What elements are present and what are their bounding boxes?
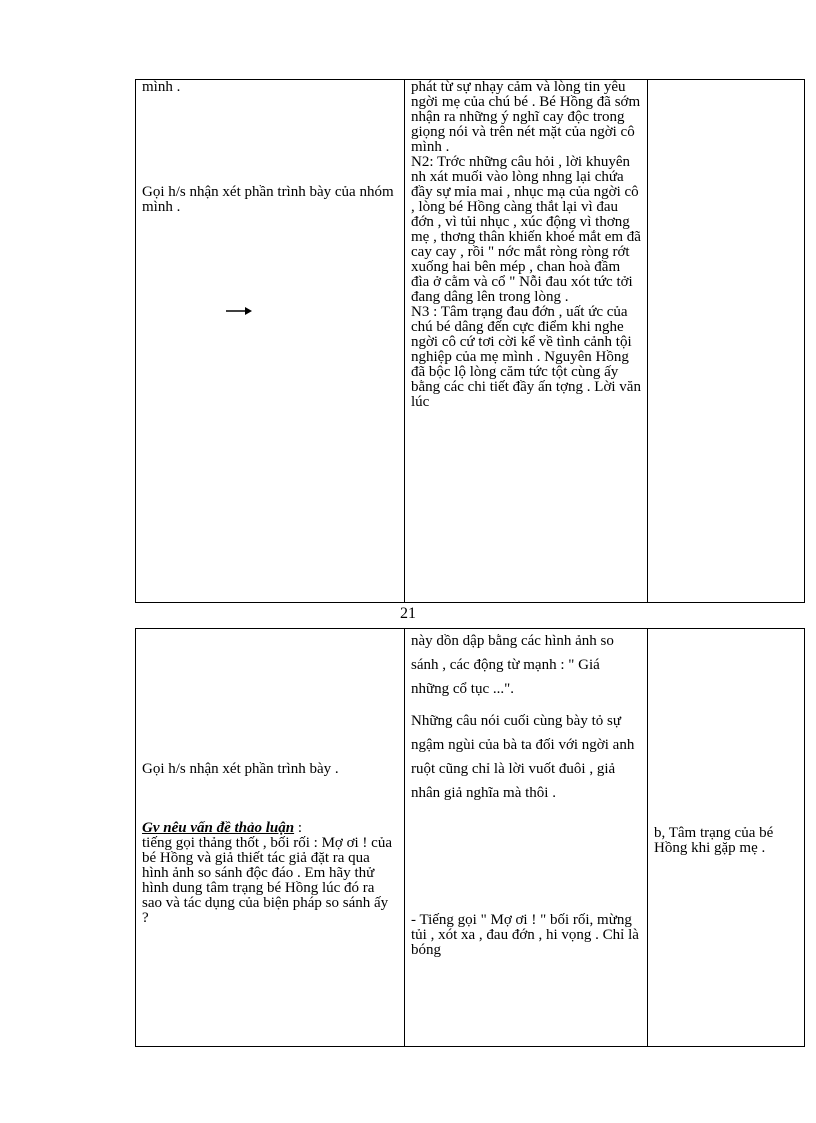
teacher-activity-cell (136, 629, 405, 1047)
left-prompt: Gọi h/s nhận xét phần trình bày . (142, 761, 339, 777)
page-number: 21 (400, 605, 416, 622)
discussion-heading-suffix: : (294, 820, 303, 836)
discussion-question: tiếng gọi thảng thốt , bối rối : Mợ ơi ! của bé Hồng và giả thiết tác giả đặt ra qua hình ảnh so sánh độc đáo . Em hãy thử hình dung tâm trạng bé Hồng lúc đó ra sao và tác dụng của biện pháp so sánh ấy ? (142, 835, 392, 926)
content-cell (405, 629, 648, 1047)
table-row (136, 629, 805, 1047)
discussion-heading-line (142, 821, 398, 836)
content-paragraph-2: Những câu nói cuối cùng bày tỏ sự ngậm ngùi của bà ta đối với ngời anh ruột cũng chỉ là lời vuốt đuôi , giả nhân giả nghĩa mà thôi . (411, 713, 635, 801)
notes-cell (648, 80, 805, 603)
content-cell (405, 80, 648, 603)
left-prompt: Gọi h/s nhận xét phần trình bày của nhóm mình . (142, 184, 394, 215)
discussion-heading: Gv nêu vấn đề thảo luận (142, 820, 295, 836)
table-upper (135, 79, 805, 603)
left-text-continuation: mình . (142, 79, 181, 95)
content-paragraph-n3: N3 : Tâm trạng đau đớn , uất ức của chú bé dâng đến cực điểm khi nghe ngời cô cứ tơi cời kể về tình cảnh tội nghiệp của mẹ mình . Nguyên Hồng đã bộc lộ lòng căm tức tột cùng ấy bằng các chi tiết đầy ấn tợng . Lời văn lúc (411, 304, 641, 410)
content-paragraph-1: này dồn dập bằng các hình ảnh so sánh , các động từ mạnh : " Giá những cổ tục ...". (411, 633, 614, 697)
content-paragraph-n2: N2: Trớc những câu hỏi , lời khuyên nh xát muối vào lòng nhng lại chứa đầy sự mỉa mai , nhục mạ của ngời cô , lòng bé Hồng càng thắt lại vì đau đớn , vì tủi nhục , xúc động vì thơng mẹ , thơng thân khiến khoé mắt em đã cay cay , rồi " nớc mắt ròng ròng rớt xuống hai bên mép , chan hoà đầm đìa ở cằm và cổ " Nỗi đau xót tức tởi đang dâng lên trong lòng . (411, 154, 641, 305)
table-lower (135, 628, 805, 1047)
section-heading: b, Tâm trạng của bé Hồng khi gặp mẹ . (654, 825, 774, 856)
content-paragraph-3: - Tiếng gọi " Mợ ơi ! " bối rối, mừng tủi , xót xa , đau đớn , hi vọng . Chỉ là bóng (411, 912, 639, 958)
table-row (136, 80, 805, 603)
right-arrow-icon (226, 305, 252, 317)
content-paragraph-1: phát từ sự nhạy cảm và lòng tin yêu ngời mẹ của chú bé . Bé Hồng đã sớm nhận ra những ý nghĩ cay độc trong giọng nói và trên nét mặt của ngời cô mình . (411, 79, 641, 155)
notes-cell (648, 629, 805, 1047)
teacher-activity-cell (136, 80, 405, 603)
